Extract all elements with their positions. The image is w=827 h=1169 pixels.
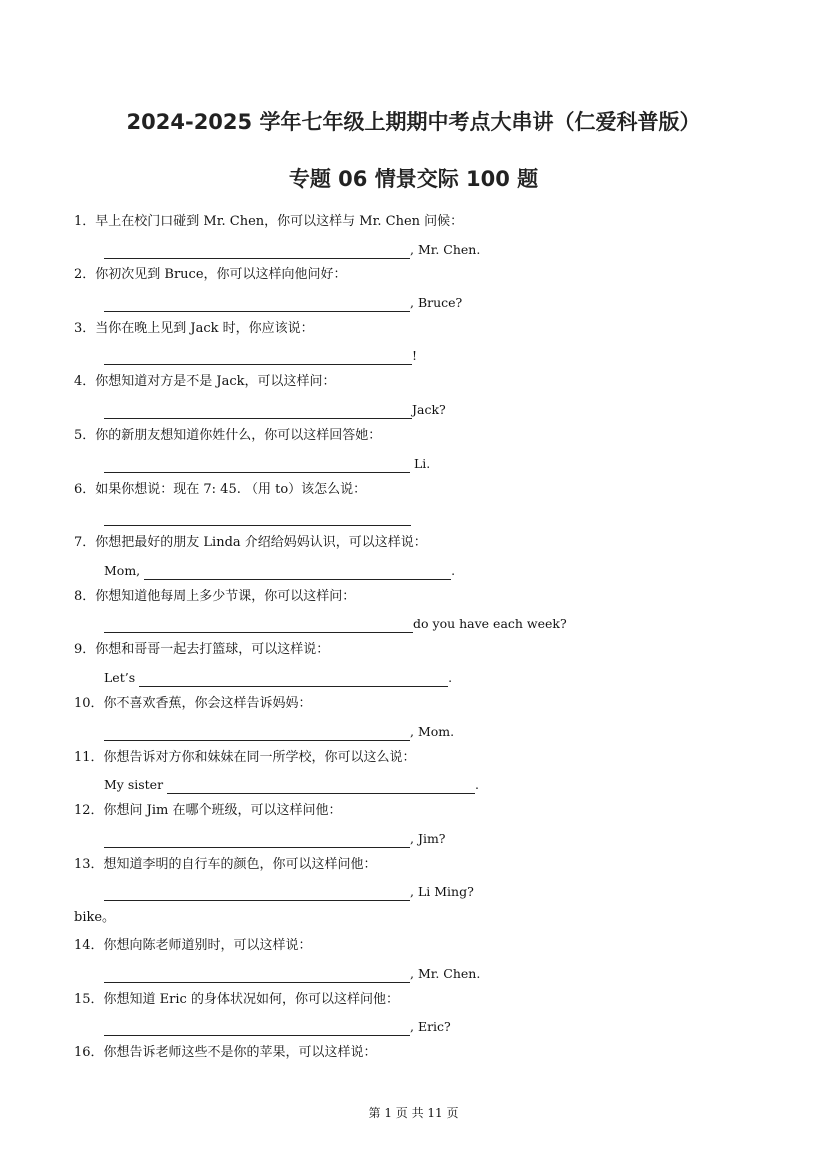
- answer-line-4: [104, 401, 446, 419]
- question-3: 3．当你在晚上见到 Jack 时，你应该说：: [74, 321, 314, 336]
- page-footer: 第 1 页 共 11 页: [368, 1106, 459, 1120]
- answer-line-2: [104, 294, 462, 312]
- answer-blank[interactable]: [104, 458, 410, 473]
- question-4: 4．你想知道对方是不是 Jack，可以这样问：: [74, 374, 336, 389]
- answer-line-13: [104, 883, 474, 901]
- answer-blank[interactable]: [104, 297, 410, 312]
- document-title: 2024-2025 学年七年级上期期中考点大串讲（仁爱科普版）: [126, 110, 701, 134]
- answer-suffix: , Eric?: [410, 1019, 451, 1034]
- question-5: 5．你的新朋友想知道你姓什么，你可以这样回答她：: [74, 428, 382, 443]
- question-12: 12．你想问 Jim 在哪个班级，可以这样问他：: [74, 803, 342, 818]
- answer-blank[interactable]: [104, 1021, 410, 1036]
- answer-line-10: [104, 723, 454, 741]
- answer-prefix: Mom,: [104, 563, 145, 578]
- answer-blank[interactable]: [144, 565, 451, 580]
- answer-suffix: .: [475, 777, 480, 792]
- answer-suffix: , Mr. Chen.: [410, 242, 481, 257]
- question-14: 14．你想向陈老师道别时，可以这样说：: [74, 938, 312, 953]
- answer-suffix: , Mom.: [410, 724, 455, 739]
- document-subtitle: 专题 06 情景交际 100 题: [288, 167, 539, 191]
- answer-suffix: , Li Ming?: [410, 884, 474, 899]
- answer-line-5: [104, 455, 430, 473]
- stray-text: bike。: [74, 910, 116, 925]
- answer-line-12: [104, 830, 446, 848]
- answer-line-11: [104, 776, 479, 794]
- answer-line-7: [104, 562, 455, 580]
- question-7: 7．你想把最好的朋友 Linda 介绍给妈妈认识，可以这样说：: [74, 535, 427, 550]
- question-13: 13．想知道李明的自行车的颜色，你可以这样问他：: [74, 857, 377, 872]
- answer-suffix: , Jim?: [410, 831, 446, 846]
- answer-blank[interactable]: [104, 968, 410, 983]
- question-1: 1．早上在校门口碰到 Mr. Chen，你可以这样与 Mr. Chen 问候：: [74, 214, 464, 229]
- answer-line-6: [104, 508, 411, 526]
- question-6: 6．如果你想说：现在 7: 45. （用 to）该怎么说：: [74, 482, 367, 497]
- answer-prefix: My sister: [104, 777, 168, 792]
- answer-blank[interactable]: [167, 779, 475, 794]
- answer-line-3: [104, 347, 417, 365]
- answer-blank[interactable]: [104, 350, 412, 365]
- answer-line-1: [104, 241, 480, 259]
- answer-suffix: Jack?: [412, 402, 446, 417]
- answer-suffix: .: [451, 563, 456, 578]
- answer-line-14: [104, 965, 480, 983]
- question-16: 16．你想告诉老师这些不是你的苹果，可以这样说：: [74, 1045, 377, 1060]
- answer-suffix: .: [448, 670, 453, 685]
- question-11: 11．你想告诉对方你和妹妹在同一所学校，你可以这么说：: [74, 750, 416, 765]
- answer-blank[interactable]: [104, 886, 410, 901]
- answer-blank[interactable]: [104, 404, 412, 419]
- question-15: 15．你想知道 Eric 的身体状况如何，你可以这样问他：: [74, 992, 399, 1007]
- question-10: 10．你不喜欢香蕉，你会这样告诉妈妈：: [74, 696, 312, 711]
- answer-blank[interactable]: [104, 618, 413, 633]
- answer-suffix: do you have each week?: [413, 616, 567, 631]
- question-8: 8．你想知道他每周上多少节课，你可以这样问：: [74, 589, 356, 604]
- answer-blank[interactable]: [104, 511, 411, 526]
- answer-line-8: [104, 615, 567, 633]
- answer-blank[interactable]: [104, 833, 410, 848]
- question-9: 9．你想和哥哥一起去打篮球，可以这样说：: [74, 642, 330, 657]
- answer-blank[interactable]: [104, 726, 410, 741]
- answer-suffix: , Mr. Chen.: [410, 966, 481, 981]
- answer-suffix: !: [412, 348, 418, 363]
- answer-prefix: Let’s: [104, 670, 140, 685]
- answer-blank[interactable]: [104, 244, 410, 259]
- answer-blank[interactable]: [139, 672, 448, 687]
- answer-suffix: Li.: [410, 456, 431, 471]
- answer-line-15: [104, 1018, 451, 1036]
- answer-line-9: [104, 669, 452, 687]
- question-2: 2．你初次见到 Bruce，你可以这样向他问好：: [74, 267, 347, 282]
- answer-suffix: , Bruce?: [410, 295, 463, 310]
